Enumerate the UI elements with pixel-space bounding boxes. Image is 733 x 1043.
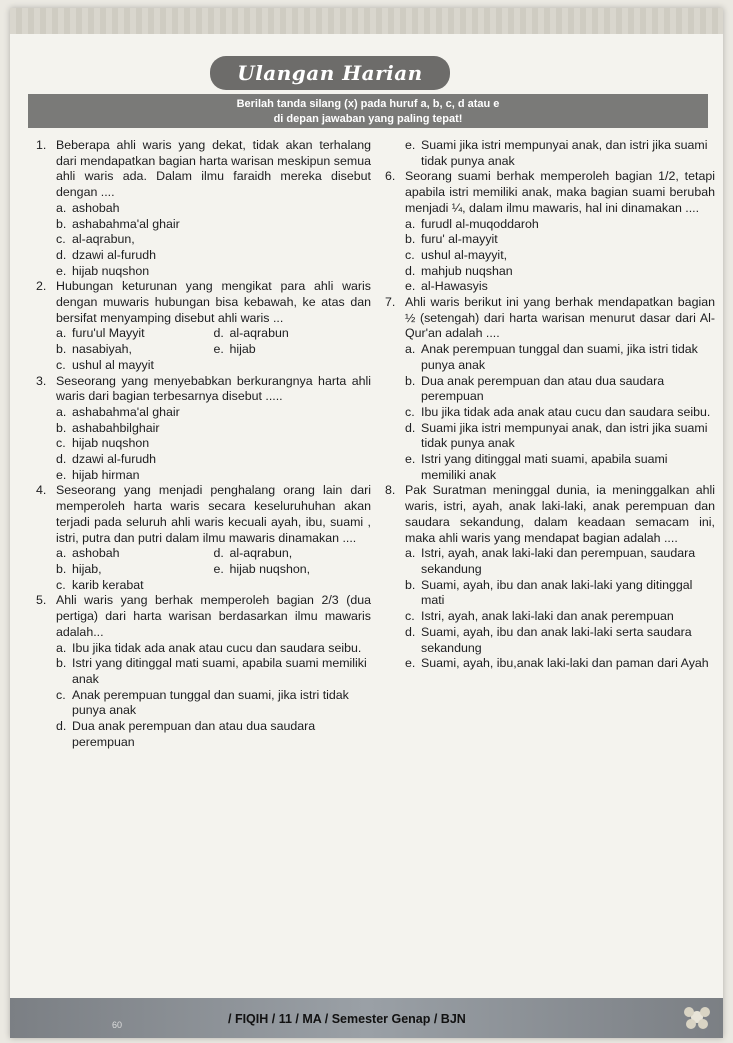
option-b[interactable]: [405, 578, 715, 609]
option-letter: e.: [405, 656, 416, 671]
option-letter: e.: [56, 467, 67, 482]
option-letter: b.: [56, 216, 67, 231]
option-letter: d.: [405, 420, 416, 435]
option-letter: e.: [405, 452, 416, 467]
option-text: al-aqrabun: [229, 326, 289, 341]
option-c[interactable]: [405, 405, 715, 421]
option-text: dzawi al-furudh: [72, 247, 157, 262]
option-text: furu' al-mayyit: [421, 232, 498, 247]
worksheet-page: [10, 8, 723, 1038]
option-c[interactable]: [56, 436, 371, 452]
question-stem: Seseorang yang menyebabkan berkurangnya harta ahli waris dari bagian terbesarnya disebut .....: [56, 373, 371, 404]
option-letter: c.: [405, 609, 415, 624]
option-text: ashabahbilghair: [72, 420, 160, 435]
option-text: furu'ul Mayyit: [72, 326, 145, 341]
option-letter: d.: [56, 247, 67, 262]
question-number: 1.: [36, 138, 47, 152]
option-letter: c.: [56, 232, 66, 247]
option-letter: e.: [213, 342, 224, 357]
option-text: dzawi al-furudh: [72, 452, 157, 467]
option-a[interactable]: [56, 326, 214, 342]
option-b[interactable]: [56, 656, 371, 687]
option-text: Ibu jika tidak ada anak atau cucu dan saudara seibu.: [421, 404, 711, 419]
option-text: Suami, ayah, ibu dan anak laki-laki serta saudara sekandung: [421, 624, 692, 655]
option-e[interactable]: [214, 342, 372, 358]
option-letter: b.: [405, 577, 416, 592]
option-b[interactable]: [405, 374, 715, 405]
option-letter: b.: [56, 342, 67, 357]
question-stem: Ahli waris yang berhak memperoleh bagian 2/3 (dua pertiga) dari harta warisan berdasarkan ilmu mawaris adalah...: [56, 593, 371, 639]
instruction-line-1: Berilah tanda silang (x) pada huruf a, b, c, d atau e: [236, 98, 500, 110]
left-column: [36, 138, 371, 750]
question-columns: [36, 138, 716, 750]
option-text: ashabahma'al ghair: [72, 404, 180, 419]
question-stem: Hubungan keturunan yang mengikat para ahli waris dengan muwaris hubungan bisa kebawah, ke atas dan bersifat menyamping disebut ahli waris ...: [56, 279, 371, 325]
question-7: [385, 295, 715, 483]
option-d[interactable]: [214, 546, 372, 562]
option-text: mahjub nuqshan: [421, 263, 513, 278]
option-e[interactable]: [405, 138, 715, 169]
option-text: Suami jika istri mempunyai anak, dan istri jika suami tidak punya anak: [421, 420, 708, 451]
option-letter: b.: [405, 232, 416, 247]
option-text: ashabahma'al ghair: [72, 216, 180, 231]
option-text: Istri yang ditinggal mati suami, apabila suami memiliki anak: [421, 452, 668, 482]
question-6: [385, 169, 715, 295]
option-d[interactable]: [405, 625, 715, 656]
question-stem: Beberapa ahli waris yang dekat, tidak akan terhalang dari mendapatkan bagian harta warisan meskipun semua ahli waris ada. Dalam ilmu faraidh mereka disebut dengan ....: [56, 138, 371, 200]
option-letter: e.: [56, 263, 67, 278]
option-e[interactable]: [214, 562, 372, 578]
option-b[interactable]: [56, 421, 371, 437]
option-c[interactable]: [56, 358, 371, 374]
option-letter: c.: [56, 357, 66, 372]
footer-text: / FIQIH / 11 / MA / Semester Genap / BJN: [228, 1012, 466, 1026]
option-letter: b.: [56, 561, 67, 576]
option-text: hijab nuqshon,: [229, 561, 311, 576]
option-a[interactable]: [56, 641, 371, 657]
option-text: furudl al-muqoddaroh: [421, 216, 539, 231]
option-letter: c.: [405, 247, 415, 262]
option-e[interactable]: [56, 264, 371, 280]
option-a[interactable]: [56, 405, 371, 421]
option-e[interactable]: [56, 468, 371, 484]
option-text: hijab,: [72, 561, 102, 576]
option-text: Anak perempuan tunggal dan suami, jika istri tidak punya anak: [421, 342, 698, 372]
question-8: [385, 483, 715, 671]
option-letter: b.: [56, 420, 67, 435]
option-text: ashobah: [72, 546, 120, 561]
option-letter: d.: [56, 719, 67, 734]
question-number: 6.: [385, 169, 396, 184]
option-letter: e.: [405, 138, 416, 152]
question-2: [36, 279, 371, 373]
option-text: Istri yang ditinggal mati suami, apabila suami memiliki anak: [72, 656, 367, 686]
instruction-line-2: di depan jawaban yang paling tepat!: [273, 113, 463, 125]
option-letter: d.: [405, 263, 416, 278]
option-text: Dua anak perempuan dan atau dua saudara perempuan: [72, 719, 316, 749]
option-a[interactable]: [405, 342, 715, 373]
option-text: Suami, ayah, ibu dan anak laki-laki yang ditinggal mati: [421, 577, 693, 608]
option-letter: a.: [56, 546, 67, 561]
option-text: Istri, ayah, anak laki-laki dan perempuan, saudara sekandung: [421, 546, 696, 576]
option-d[interactable]: [214, 326, 372, 342]
question-number: 5.: [36, 593, 47, 608]
option-letter: d.: [213, 326, 224, 341]
option-a[interactable]: [56, 546, 214, 562]
question-number: 4.: [36, 483, 47, 498]
option-letter: a.: [405, 342, 416, 357]
option-c[interactable]: [405, 609, 715, 625]
option-d[interactable]: [56, 452, 371, 468]
option-letter: a.: [56, 326, 67, 341]
option-letter: b.: [405, 373, 416, 388]
question-number: 2.: [36, 279, 47, 294]
page-number: 60: [112, 1020, 123, 1030]
option-text: karib kerabat: [72, 577, 144, 592]
question-3: [36, 374, 371, 484]
option-text: ashobah: [72, 200, 120, 215]
option-letter: a.: [405, 216, 416, 231]
option-a[interactable]: [56, 201, 371, 217]
option-text: Dua anak perempuan dan atau dua saudara perempuan: [421, 373, 665, 404]
right-column: [385, 138, 715, 750]
question-number: 8.: [385, 483, 396, 498]
question-number: 7.: [385, 295, 396, 310]
option-letter: e.: [405, 279, 416, 294]
option-letter: b.: [56, 656, 67, 671]
question-stem: Seorang suami berhak memperoleh bagian 1/2, tetapi apabila istri memiliki anak, maka bagian suami berubah menjadi ¼, dalam ilmu mawaris, hal ini dinamakan ....: [405, 169, 715, 215]
option-text: Anak perempuan tunggal dan suami, jika istri tidak punya anak: [72, 687, 349, 718]
question-stem: Seseorang yang menjadi penghalang orang lain dari memperoleh harta waris secara keseluruhuhan akan terjadi pada seluruh ahli waris kecuali ayah, ibu, suami , istri, putra dan putri dalam ilmu mawaris dinamakan ....: [56, 483, 371, 545]
top-decorative-strip: [10, 8, 723, 34]
option-b[interactable]: [405, 232, 715, 248]
option-text: Ibu jika tidak ada anak atau cucu dan saudara seibu.: [72, 640, 362, 655]
question-number: 3.: [36, 373, 47, 388]
option-b[interactable]: [56, 342, 214, 358]
option-letter: a.: [56, 200, 67, 215]
option-letter: e.: [213, 561, 224, 576]
question-stem: Ahli waris berikut ini yang berhak mendapatkan bagian ½ (setengah) dari harta warisan menurut dasar dari Al-Qur'an adalah ....: [405, 295, 715, 341]
option-letter: a.: [405, 546, 416, 561]
option-c[interactable]: [405, 248, 715, 264]
option-letter: d.: [213, 546, 224, 561]
option-d[interactable]: [56, 248, 371, 264]
option-letter: c.: [56, 577, 66, 592]
option-text: al-aqrabun,: [72, 232, 135, 247]
question-5-continued: [385, 138, 715, 169]
option-d[interactable]: [56, 719, 371, 750]
option-letter: d.: [56, 452, 67, 467]
flower-decoration-icon: [677, 1000, 717, 1034]
option-text: Suami, ayah, ibu,anak laki-laki dan paman dari Ayah: [421, 656, 709, 671]
option-text: ushul al-mayyit,: [421, 247, 508, 262]
option-text: Suami jika istri mempunyai anak, dan istri jika suami tidak punya anak: [421, 138, 708, 168]
option-text: hijab nuqshon: [72, 263, 150, 278]
option-text: nasabiyah,: [72, 342, 132, 357]
option-text: hijab: [229, 342, 256, 357]
question-stem: Pak Suratman meninggal dunia, ia meninggalkan ahli waris, istri, ayah, anak laki-laki, anak perempuan dan saudara sekandung, dalam keadaan semacam ini, maka ahli waris yang mendapat bagian adalah ....: [405, 483, 715, 545]
option-letter: c.: [56, 687, 66, 702]
option-d[interactable]: [405, 264, 715, 280]
option-a[interactable]: [405, 217, 715, 233]
option-text: hijab nuqshon: [72, 436, 150, 451]
option-c[interactable]: [56, 232, 371, 248]
option-text: hijab hirman: [72, 467, 140, 482]
option-letter: c.: [405, 404, 415, 419]
option-text: al-aqrabun,: [229, 546, 293, 561]
option-a[interactable]: [405, 546, 715, 577]
option-d[interactable]: [405, 421, 715, 452]
option-c[interactable]: [56, 578, 371, 594]
option-letter: d.: [405, 624, 416, 639]
question-4: [36, 483, 371, 593]
option-e[interactable]: [405, 279, 715, 295]
option-e[interactable]: [405, 656, 715, 672]
option-text: Istri, ayah, anak laki-laki dan anak perempuan: [421, 609, 674, 624]
option-letter: a.: [56, 640, 67, 655]
option-e[interactable]: [405, 452, 715, 483]
option-b[interactable]: [56, 562, 214, 578]
worksheet-title: Ulangan Harian: [210, 56, 450, 90]
option-letter: a.: [56, 404, 67, 419]
option-text: ushul al mayyit: [72, 357, 154, 372]
question-1: [36, 138, 371, 279]
option-c[interactable]: [56, 688, 371, 719]
option-text: al-Hawasyis: [421, 279, 488, 294]
question-5: [36, 593, 371, 750]
instruction-band: [28, 94, 708, 128]
option-b[interactable]: [56, 217, 371, 233]
option-letter: c.: [56, 436, 66, 451]
